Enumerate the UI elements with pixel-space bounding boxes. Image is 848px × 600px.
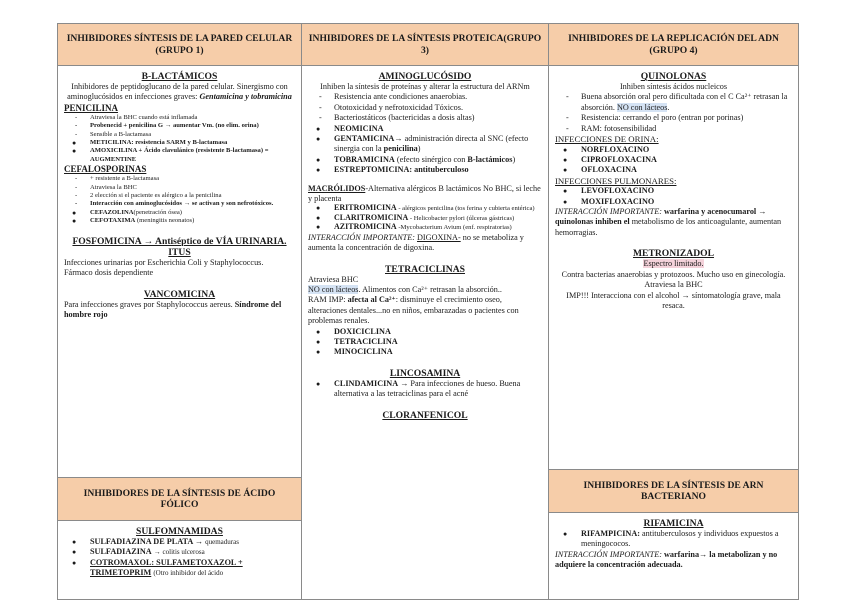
header-cell-wall: INHIBIDORES SÍNTESIS DE LA PARED CELULAR (GRUPO 1) — [58, 24, 301, 66]
metronizadol-line: Contra bacterias anaerobias y protozoos. Mucho uso en ginecología. — [561, 269, 786, 279]
list-item: ● SULFADIAZINA DE PLATA → quemaduras — [64, 537, 295, 547]
penicilina-list — [64, 114, 295, 164]
header-dna-replication: INHIBIDORES DE LA REPLICACIÓN DEL ADN (GRUPO 4) — [549, 24, 798, 66]
metronizadol-line: Espectro limitado. — [643, 259, 704, 269]
list-item: - Resistencia ante condiciones anaerobias. — [308, 92, 542, 102]
list-item: ● MOXIFLOXACINO — [555, 197, 792, 207]
column-dna-replication — [549, 24, 798, 599]
list-item: - Resistencia: cerrando el poro (entran por porinas) — [555, 113, 792, 123]
quinolonas-title: QUINOLONAS — [640, 71, 707, 82]
list-item: ● NEOMICINA — [308, 124, 542, 134]
list-item: ● CLARITROMICINA - Helicobacter pylori (úlceras gástricas) — [308, 214, 542, 223]
list-item: - + resistente a B-lactamasa — [64, 175, 295, 183]
list-item: - Atraviesa la BHC cuando está inflamada — [64, 114, 295, 122]
list-item: - Sensible a B-lactamasa — [64, 131, 295, 139]
vancomicina-desc: Para infecciones graves por Staphylococcus aereus. Síndrome del hombre rojo — [64, 299, 282, 319]
blactam-title: B-LACTÁMICOS — [141, 71, 218, 82]
list-item: ● CLINDAMICINA → Para infecciones de hueso. Buena alternativa a las tetraciclinas para el acné — [308, 379, 542, 400]
list-item: - Buena absorción oral pero dificultada con el C Ca²⁺ retrasan la absorción. NO con lácteos. — [555, 92, 792, 113]
tetraciclinas-title: TETRACICLINAS — [385, 263, 465, 275]
antibiotics-summary-table — [57, 23, 799, 600]
fosfomicina-line: Infecciones urinarias por Escherichia Coli y Staphylococcus. — [64, 257, 264, 267]
orina-title: INFECCIONES DE ORINA: — [555, 134, 659, 145]
list-item: ● NORFLOXACINO — [555, 145, 792, 155]
quinolonas-desc: Inhiben síntesis ácidos nucleicos — [619, 82, 728, 91]
lincosamina-title: LINCOSAMINA — [389, 367, 461, 379]
pulmonares-list — [555, 186, 792, 207]
list-item: ● GENTAMICINA→ administración directa al SNC (efecto sinergia con la penicilina) — [308, 134, 542, 155]
column-cell-wall — [58, 24, 302, 599]
pulmonares-title: INFECCIONES PULMONARES: — [555, 175, 677, 186]
header-protein-synthesis: INHIBIDORES DE LA SÍNTESIS PROTEICA(GRUPO 3) — [302, 24, 548, 66]
blactam-desc: Inhibidores de peptidoglucano de la pared celular. Sinergismo con aminoglucósidos en infecciones graves: Gentamicina y tobramicina — [67, 82, 292, 102]
list-item: ● CEFOTAXIMA (meningitis neonatos) — [64, 217, 295, 225]
list-item: ● MINOCICLINA — [308, 347, 542, 357]
rifamicina-title: RIFAMICINA — [643, 518, 704, 529]
list-item: - Ototoxicidad y nefrotoxicidad Tóxicos. — [308, 103, 542, 113]
metronizadol-title: METRONIZADOL — [632, 248, 715, 260]
list-item: ● DOXICICLINA — [308, 327, 542, 337]
tetraciclinas-ram: RAM IMP: afecta al Ca²⁺: disminuye el crecimiento oseo, alteraciones dentales...no en niños, embarazadas o pacientes con problemas renales. — [308, 295, 519, 326]
aminoglucosido-list — [308, 92, 542, 175]
macrolidos-list — [308, 204, 542, 232]
vancomicina-title: VANCOMICINA — [143, 288, 216, 300]
list-item: ● AMOXICILINA + Ácido clavulánico (resistente B-lactamasa) = AUGMENTINE — [64, 147, 295, 164]
list-item: - Probenecid + penicilina G → aumentar Vm. (no elim. orina) — [64, 122, 295, 130]
rifamicina-interaction: INTERACCIÓN IMPORTANTE: warfarina→ la metabolizan y no adquiere la concentración adecuada. — [555, 549, 778, 570]
orina-list — [555, 145, 792, 176]
list-item: ● METICILINA: resistencia SARM y B-lactamasa — [64, 139, 295, 147]
list-item: ● OFLOXACINA — [555, 165, 792, 175]
list-item: ● COTROMAXOL: SULFAMETOXAZOL + TRIMETOPRIM (Otro inhibidor del ácido — [64, 558, 295, 579]
fosfomicina-line: Fármaco dosis dependiente — [64, 268, 154, 278]
tetraciclinas-line: Atraviesa BHC — [308, 274, 359, 284]
list-item: - Atraviesa la BHC — [64, 184, 295, 192]
macrolidos-interaction: INTERACCIÓN IMPORTANTE: DIGOXINA- no se metaboliza y aumenta la concentración de digoxina. — [308, 232, 524, 253]
column-protein-synthesis — [302, 24, 549, 599]
list-item: ● RIFAMPICINA: antituberculosos y individuos expuestos a meningococos. — [555, 529, 792, 550]
penicilina-title: PENICILINA — [64, 102, 119, 113]
rifamicina-list — [555, 529, 792, 550]
list-item: ● AZITROMICINA -Mycobacterium Avium (enf. respiratorias) — [308, 223, 542, 232]
cefalos-title: CEFALOSPORINAS — [64, 164, 147, 175]
macrolidos-title: MACRÓLIDOS — [308, 183, 366, 193]
fosfomicina-title: FOSFOMICINA → Antiséptico de VÍA URINARIA. ITUS — [72, 235, 287, 258]
macrolidos-desc: MACRÓLIDOS-Alternativa alérgicos B lactámicos No BHC, si leche y placenta — [308, 183, 541, 204]
aminoglucosido-title: AMINOGLUCÓSIDO — [378, 71, 472, 82]
list-item: ● CEFAZOLINA(penetración ósea) — [64, 209, 295, 217]
list-item: ● SULFADIAZINA → colitis ulcerosa — [64, 547, 295, 557]
list-item: ● TETRACICLINA — [308, 337, 542, 347]
cloranfenicol-title: CLORANFENICOL — [382, 409, 468, 421]
tetraciclinas-list — [308, 327, 542, 358]
sulfo-list — [64, 537, 295, 579]
list-item: - Bacteriostáticos (bactericidas a dosis altas) — [308, 113, 542, 123]
aminoglucosido-desc: Inhiben la síntesis de proteínas y alterar la estructura del ARNm — [320, 82, 530, 91]
list-item: ● ESTREPTOMICINA: antituberculoso — [308, 165, 542, 175]
tetraciclinas-line: NO con lácteos. Alimentos con Ca²⁺ retrasan la absorción.. — [308, 284, 502, 294]
header-rna-synthesis: INHIBIDORES DE LA SÍNTESIS DE ARN BACTERIANO — [549, 469, 798, 513]
metronizadol-line: Atraviesa la BHC — [644, 280, 703, 290]
cefalos-list — [64, 175, 295, 225]
header-folic-acid: INHIBIDORES DE LA SÍNTESIS DE ÁCIDO FÓLICO — [58, 477, 301, 521]
list-item: - RAM: fotosensibilidad — [555, 124, 792, 134]
sulfo-title: SULFOMNAMIDAS — [136, 526, 223, 537]
lincosamina-list — [308, 379, 542, 400]
list-item: ● CIPROFLOXACINA — [555, 155, 792, 165]
quinolonas-list — [555, 92, 792, 134]
quinolonas-interaction: INTERACCIÓN IMPORTANTE: warfarina y acenocumarol → quinolonas inhiben el metabolismo de los anticoagulante, aumentan hemorragias. — [555, 207, 782, 237]
list-item: - Interacción con aminoglucósidos → se activan y son nefrotóxicos. — [64, 200, 295, 208]
list-item: ● TOBRAMICINA (efecto sinérgico con B-lactámicos) — [308, 155, 542, 165]
list-item: ● ERITROMICINA - alérgicos penicilina (tos ferina y cubierta entérica) — [308, 204, 542, 213]
list-item: - 2 elección si el paciente es alérgico a la penicilina — [64, 192, 295, 200]
list-item: ● LEVOFLOXACINO — [555, 186, 792, 196]
metronizadol-line: IMP!!! Interacciona con el alcohol → síntomatología grave, mala resaca. — [566, 290, 781, 310]
